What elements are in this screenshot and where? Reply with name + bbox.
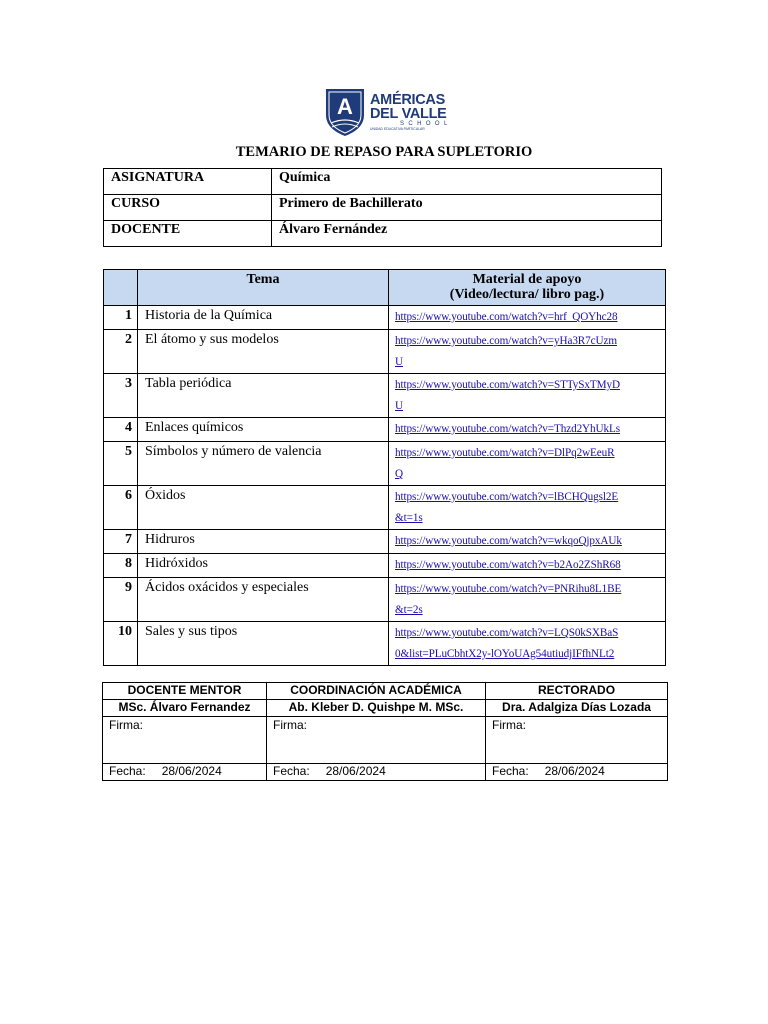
material-link-cont[interactable]: Q: [395, 468, 403, 480]
row-tema: Sales y sus tipos: [138, 622, 389, 666]
header-material: [389, 270, 666, 306]
material-link[interactable]: https://www.youtube.com/watch?v=hrf_QOYhc28: [395, 311, 618, 323]
table-row: [104, 418, 666, 442]
header-number: [104, 270, 138, 306]
material-link[interactable]: https://www.youtube.com/watch?v=PNRihu8L1BE: [395, 583, 622, 595]
info-value: Química: [272, 169, 662, 195]
material-link[interactable]: https://www.youtube.com/watch?v=DlPq2wEeuR: [395, 447, 615, 459]
info-label: DOCENTE: [104, 221, 272, 247]
table-row: [104, 442, 666, 486]
shield-icon: [323, 87, 367, 137]
material-link[interactable]: https://www.youtube.com/watch?v=wkqoQjpxAUk: [395, 535, 622, 547]
info-value: Álvaro Fernández: [272, 221, 662, 247]
info-row-docente: [104, 221, 662, 247]
topics-header-row: [104, 270, 666, 306]
material-link-cont[interactable]: 0&list=PLuCbhtX2y-lOYoUAg54utiudjIFfhNLt2: [395, 648, 615, 660]
table-row: [104, 374, 666, 418]
row-material: [389, 306, 666, 330]
info-table: [103, 168, 662, 247]
material-link-cont[interactable]: &t=2s: [395, 604, 423, 616]
logo-line1: AMÉRICAS: [370, 92, 445, 108]
fecha-value: 28/06/2024: [161, 764, 222, 778]
table-row: [104, 530, 666, 554]
row-material: [389, 486, 666, 530]
row-material: [389, 442, 666, 486]
row-material: [389, 578, 666, 622]
table-row: [104, 578, 666, 622]
firma-field: Firma:: [103, 717, 267, 764]
fecha-label: Fecha:: [109, 764, 146, 778]
school-logo: [323, 87, 452, 137]
row-number: 7: [104, 530, 138, 554]
info-label: ASIGNATURA: [104, 169, 272, 195]
firma-field: Firma:: [267, 717, 486, 764]
header-rectorado: RECTORADO: [486, 683, 668, 700]
logo-wordmark: [370, 93, 452, 131]
logo-line4: UNIDAD EDUCATIVA PARTICULAR: [370, 127, 425, 131]
logo-shield-letter: A: [337, 94, 353, 119]
row-tema: Símbolos y número de valencia: [138, 442, 389, 486]
row-tema: Tabla periódica: [138, 374, 389, 418]
info-value: Primero de Bachillerato: [272, 195, 662, 221]
table-row: [104, 554, 666, 578]
info-row-asignatura: [104, 169, 662, 195]
row-number: 1: [104, 306, 138, 330]
row-tema: Hidruros: [138, 530, 389, 554]
topics-table: [103, 269, 666, 666]
material-link-cont[interactable]: &t=1s: [395, 512, 423, 524]
header-coordinacion: COORDINACIÓN ACADÉMICA: [267, 683, 486, 700]
material-link[interactable]: https://www.youtube.com/watch?v=Thzd2YhUkLs: [395, 423, 620, 435]
fecha-value: 28/06/2024: [544, 764, 605, 778]
row-material: [389, 374, 666, 418]
material-link[interactable]: https://www.youtube.com/watch?v=LQS0kSXBaS: [395, 627, 619, 639]
signature-header-row: [103, 683, 668, 700]
signer-name: MSc. Álvaro Fernandez: [103, 700, 267, 717]
material-link-cont[interactable]: U: [395, 356, 403, 368]
info-label: CURSO: [104, 195, 272, 221]
info-row-curso: [104, 195, 662, 221]
signature-firma-row: [103, 717, 668, 764]
row-material: [389, 530, 666, 554]
signature-names-row: [103, 700, 668, 717]
signer-name: Ab. Kleber D. Quishpe M. MSc.: [267, 700, 486, 717]
row-tema: Hidróxidos: [138, 554, 389, 578]
signature-table: [102, 682, 668, 781]
fecha-value: 28/06/2024: [325, 764, 386, 778]
row-number: 2: [104, 330, 138, 374]
row-tema: Historia de la Química: [138, 306, 389, 330]
row-material: [389, 330, 666, 374]
header-docente-mentor: DOCENTE MENTOR: [103, 683, 267, 700]
firma-field: Firma:: [486, 717, 668, 764]
material-link[interactable]: https://www.youtube.com/watch?v=yHa3R7cUzm: [395, 335, 617, 347]
row-tema: Ácidos oxácidos y especiales: [138, 578, 389, 622]
table-row: [104, 622, 666, 666]
material-link[interactable]: https://www.youtube.com/watch?v=STTySxTMyD: [395, 379, 620, 391]
row-number: 8: [104, 554, 138, 578]
header-tema: [138, 270, 389, 306]
logo-line3: SCHOOL: [400, 121, 452, 127]
document-title: TEMARIO DE REPASO PARA SUPLETORIO: [235, 144, 533, 160]
fecha-field: [103, 764, 267, 781]
row-number: 5: [104, 442, 138, 486]
material-link[interactable]: https://www.youtube.com/watch?v=lBCHQugsl2E: [395, 491, 619, 503]
header-material-line2: (Video/lectura/ libro pag.): [449, 287, 605, 302]
row-material: [389, 622, 666, 666]
table-row: [104, 486, 666, 530]
row-number: 9: [104, 578, 138, 622]
signer-name: Dra. Adalgiza Días Lozada: [486, 700, 668, 717]
row-material: [389, 418, 666, 442]
table-row: [104, 306, 666, 330]
row-tema: El átomo y sus modelos: [138, 330, 389, 374]
row-tema: Enlaces químicos: [138, 418, 389, 442]
row-number: 3: [104, 374, 138, 418]
table-row: [104, 330, 666, 374]
row-number: 10: [104, 622, 138, 666]
fecha-label: Fecha:: [492, 764, 529, 778]
row-tema: Óxidos: [138, 486, 389, 530]
header-material-line1: Material de apoyo: [472, 272, 582, 287]
material-link-cont[interactable]: U: [395, 400, 403, 412]
fecha-field: [267, 764, 486, 781]
header-tema-label: Tema: [246, 272, 280, 287]
row-material: [389, 554, 666, 578]
row-number: 6: [104, 486, 138, 530]
signature-fecha-row: [103, 764, 668, 781]
fecha-label: Fecha:: [273, 764, 310, 778]
material-link[interactable]: https://www.youtube.com/watch?v=b2Ao2ZShR68: [395, 559, 621, 571]
fecha-field: [486, 764, 668, 781]
row-number: 4: [104, 418, 138, 442]
logo-line2: DEL VALLE: [370, 105, 447, 122]
